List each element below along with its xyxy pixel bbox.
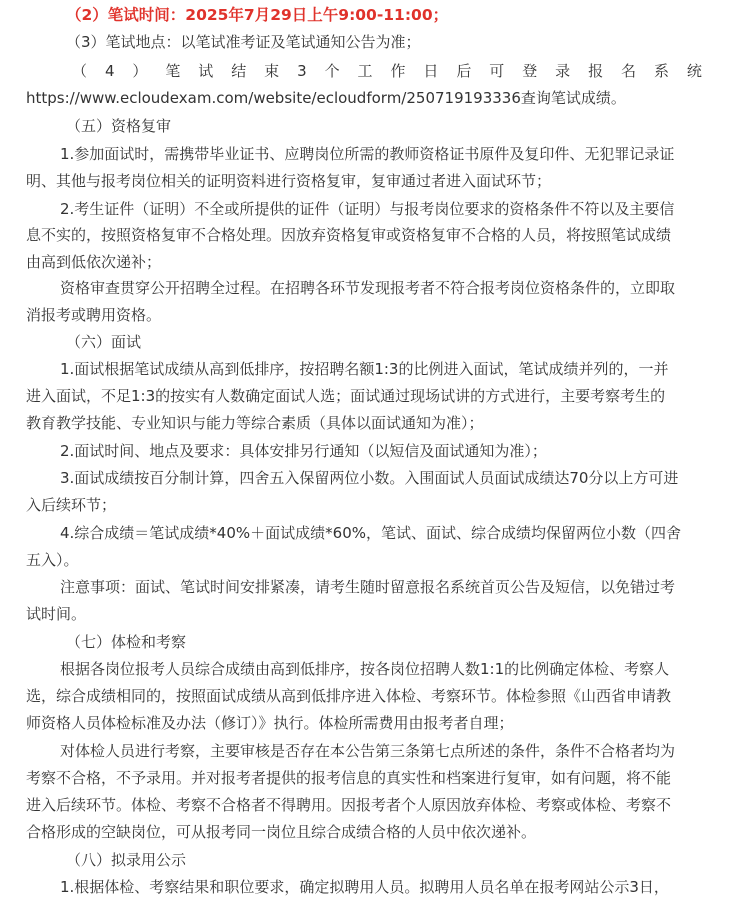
paragraph-line: 师资格人员体检标准及办法（修订）》执行。体检所需费用由报考者自理； [26,714,514,732]
char: 报 [588,62,604,80]
section-heading-6: （六）面试 [66,333,142,351]
char: 作 [390,62,406,80]
paragraph-line: 4.综合成绩＝笔试成绩*40%＋面试成绩*60%，笔试、面试、综合成绩均保留两位小数（四舍 [60,524,681,542]
char: 后 [456,62,472,80]
notice-line: 注意事项：面试、笔试时间安排紧凑，请考生随时留意报名系统首页公告及短信，以免错过考 [60,578,676,596]
char: 束 [264,62,280,80]
section-heading-5: （五）资格复审 [66,117,172,135]
paragraph-line: 进入面试，不足1:3的按实有人数确定面试人选；面试通过现场试讲的方式进行，主要考察考生的 [26,387,666,405]
char: 结 [231,62,247,80]
paragraph-line: 资格审查贯穿公开招聘全过程。在招聘各环节发现报考者不符合报考岗位资格条件的，立即取 [60,279,676,297]
paragraph-line: 息不实的，按照资格复审不合格处理。因放弃资格复审或资格复审不合格的人员，将按照笔试成绩 [26,226,672,244]
char: 登 [522,62,538,80]
char: 试 [198,62,214,80]
paragraph-line: 根据各岗位报考人员综合成绩由高到低排序，按各岗位招聘人数1:1的比例确定体检、考察人 [60,660,670,678]
section-heading-8: （八）拟录用公示 [66,851,187,869]
paragraph-line: 进入后续环节。体检、考察不合格者不得聘用。因报考者个人原因放弃体检、考察或体检、考察不 [26,796,672,814]
section-heading-7: （七）体检和考察 [66,633,187,651]
paragraph-line: 由高到低依次递补； [26,253,162,271]
result-query-url-line: https://www.ecloudexam.com/website/ecloudform/250719193336查询笔试成绩。 [26,89,626,107]
exam-time-line: （2）笔试时间：2025年7月29日上午9:00-11:00； [66,6,449,24]
char: 工 [357,62,373,80]
char: 录 [555,62,571,80]
char: 可 [489,62,505,80]
char: ） [132,62,148,80]
char: 系 [653,62,669,80]
notice-line: 试时间。 [26,605,87,623]
char: （ [72,62,88,80]
paragraph-line: 消报考或聘用资格。 [26,306,162,324]
paragraph-line: 合格形成的空缺岗位，可从报考同一岗位且综合成绩合格的人员中依次递补。 [26,823,537,841]
char: 名 [621,62,637,80]
char: 3 [297,62,307,80]
paragraph-line: 3.面试成绩按百分制计算，四舍五入保留两位小数。入围面试人员面试成绩达70分以上方可进 [60,469,679,487]
paragraph-line: 1.面试根据笔试成绩从高到低排序，按招聘名额1:3的比例进入面试，笔试成绩并列的，一并 [60,360,669,378]
paragraph-line: 2.考生证件（证明）不全或所提供的证件（证明）与报考岗位要求的资格条件不符以及主要信 [60,200,675,218]
paragraph-line: 1.根据体检、考察结果和职位要求，确定拟聘用人员。拟聘用人员名单在报考网站公示3日， [60,878,669,896]
paragraph-line: 1.参加面试时，需携带毕业证书、应聘岗位所需的教师资格证书原件及复印件、无犯罪记录证 [60,145,675,163]
paragraph-line: 教育教学技能、专业知识与能力等综合素质（具体以面试通知为准）； [26,414,484,432]
paragraph-line: 对体检人员进行考察，主要审核是否存在本公告第三条第七点所述的条件，条件不合格者均为 [60,742,676,760]
char: 4 [104,62,115,80]
paragraph-line: 入后续环节； [26,496,117,514]
char: 日 [423,62,439,80]
result-query-line [72,60,702,82]
exam-location-line: （3）笔试地点：以笔试准考证及笔试通知公告为准； [66,33,421,51]
paragraph-line: 选，综合成绩相同的，按照面试成绩从高到低排序进入体检、考察环节。体检参照《山西省申请教 [26,687,672,705]
paragraph-line: 考察不合格，不予录用。并对报考者提供的报考信息的真实性和档案进行复审，如有问题，将不能 [26,769,672,787]
char: 笔 [165,62,181,80]
paragraph-line: 明、其他与报考岗位相关的证明资料进行资格复审，复审通过者进入面试环节； [26,172,552,190]
paragraph-line: 五入）。 [26,551,79,569]
char: 个 [324,62,340,80]
paragraph-line: 2.面试时间、地点及要求：具体安排另行通知（以短信及面试通知为准）； [60,442,547,460]
char: 统 [686,62,702,80]
